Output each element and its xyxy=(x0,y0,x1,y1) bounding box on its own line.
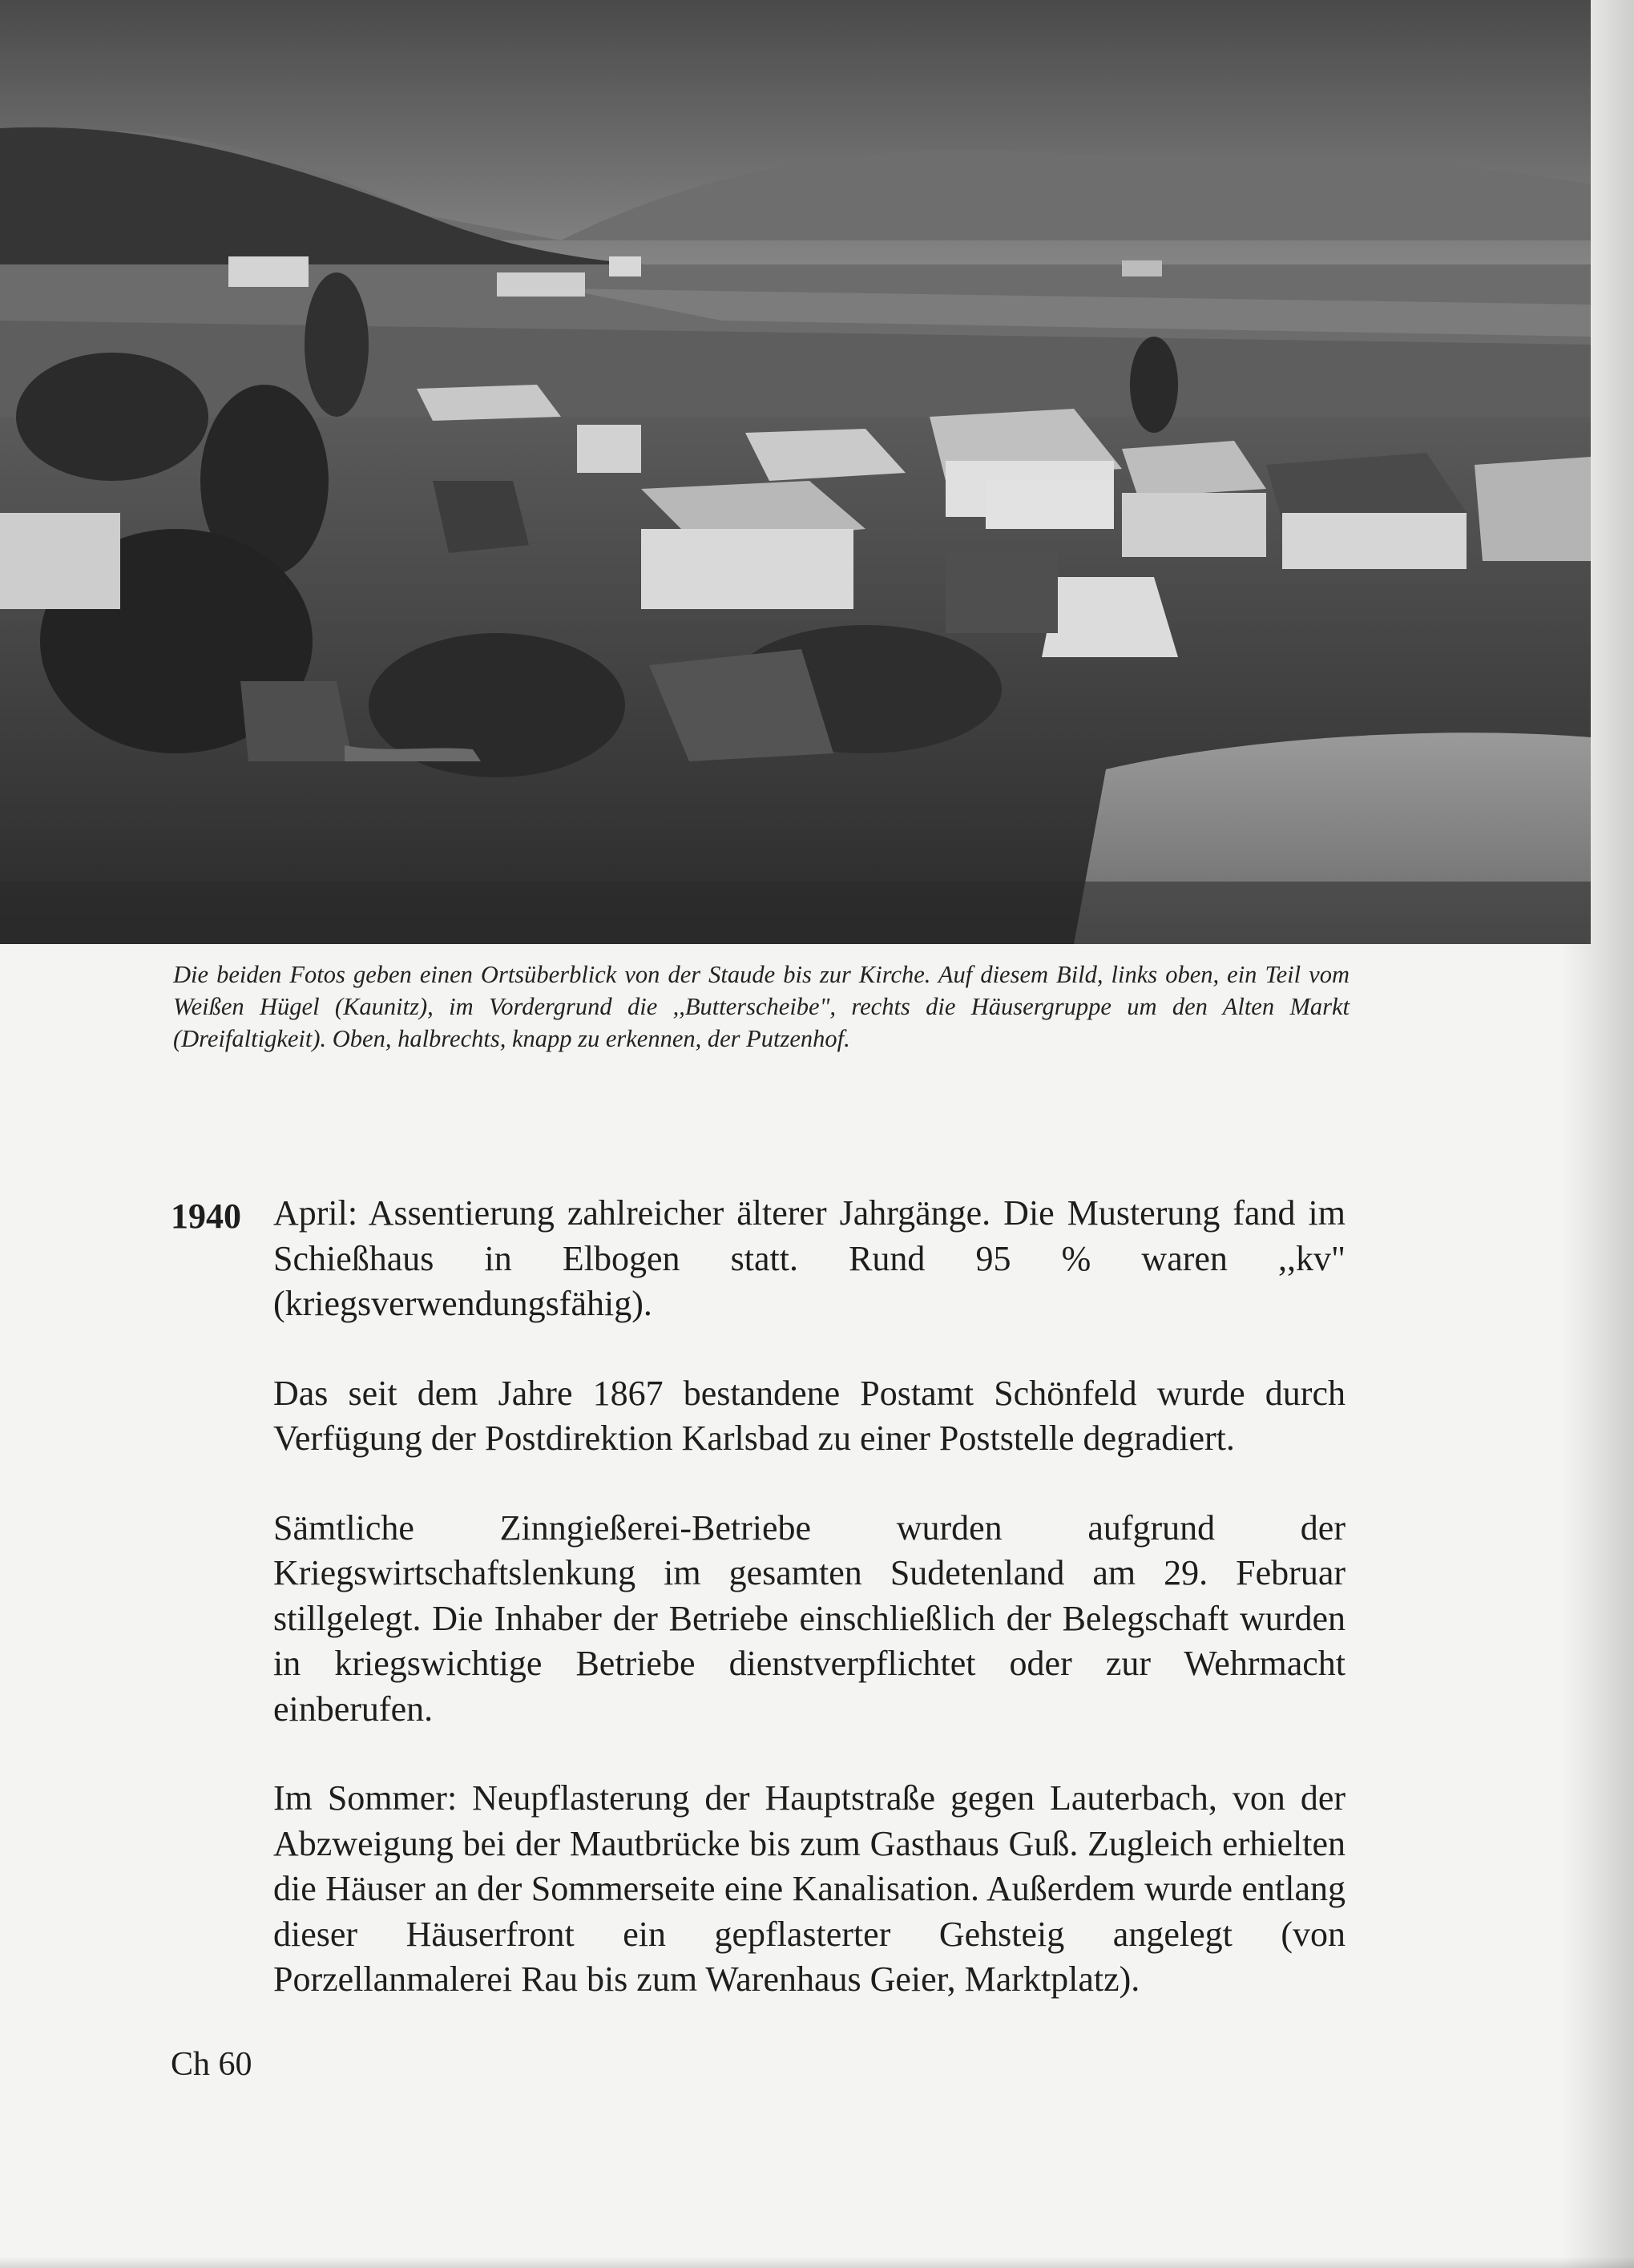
chronicle-entry: Das seit dem Jahre 1867 bestandene Postamt Schönfeld wurde durch Verfügung der Postdirektion Karlsbad zu einer Poststelle degradiert. xyxy=(273,1373,1346,1458)
chronicle-entries xyxy=(273,1191,1346,2047)
year-label: 1940 xyxy=(171,1197,241,1236)
chronicle-entry: Im Sommer: Neupflasterung der Hauptstraße gegen Lauterbach, von der Abzweigung bei der Mautbrücke bis zum Gasthaus Guß. Zugleich erhielten die Häuser an der Sommerseite eine Kanalisation. Außerdem wurde entlang dieser Häuserfront ein gepflasterter Gehsteig angelegt (von Porzellanmalerei Rau bis zum Warenhaus Geier, Marktplatz). xyxy=(273,1778,1346,1999)
chronicle-entry: Sämtliche Zinngießerei-Betriebe wurden aufgrund der Kriegswirtschaftslenkung im gesamten Sudetenland am 29. Februar stillgelegt. Die Inhaber der Betriebe einschließlich der Belegschaft wurden in kriegswichtige Betriebe dienstverpflichtet oder zur Wehrmacht einberufen. xyxy=(273,1507,1346,1729)
chronicle-entry: April: Assentierung zahlreicher älterer Jahrgänge. Die Musterung fand im Schießhaus in Elbogen statt. Rund 95 % waren ,,kv" (kriegsverwendungsfähig). xyxy=(273,1193,1346,1323)
page-bottom-edge xyxy=(0,2257,1634,2268)
village-photograph xyxy=(0,0,1591,944)
photo-caption: Die beiden Fotos geben einen Ortsüberblick von der Staude bis zur Kirche. Auf diesem Bild, links oben, ein Teil vom Weißen Hügel (Kaunitz), im Vordergrund die ,,Butterscheibe", rechts die Häusergruppe um den Alten Markt (Dreifaltigkeit). Oben, halbrechts, knapp zu erkennen, der Putzenhof. xyxy=(173,961,1350,1052)
page-number: Ch 60 xyxy=(171,2046,252,2083)
